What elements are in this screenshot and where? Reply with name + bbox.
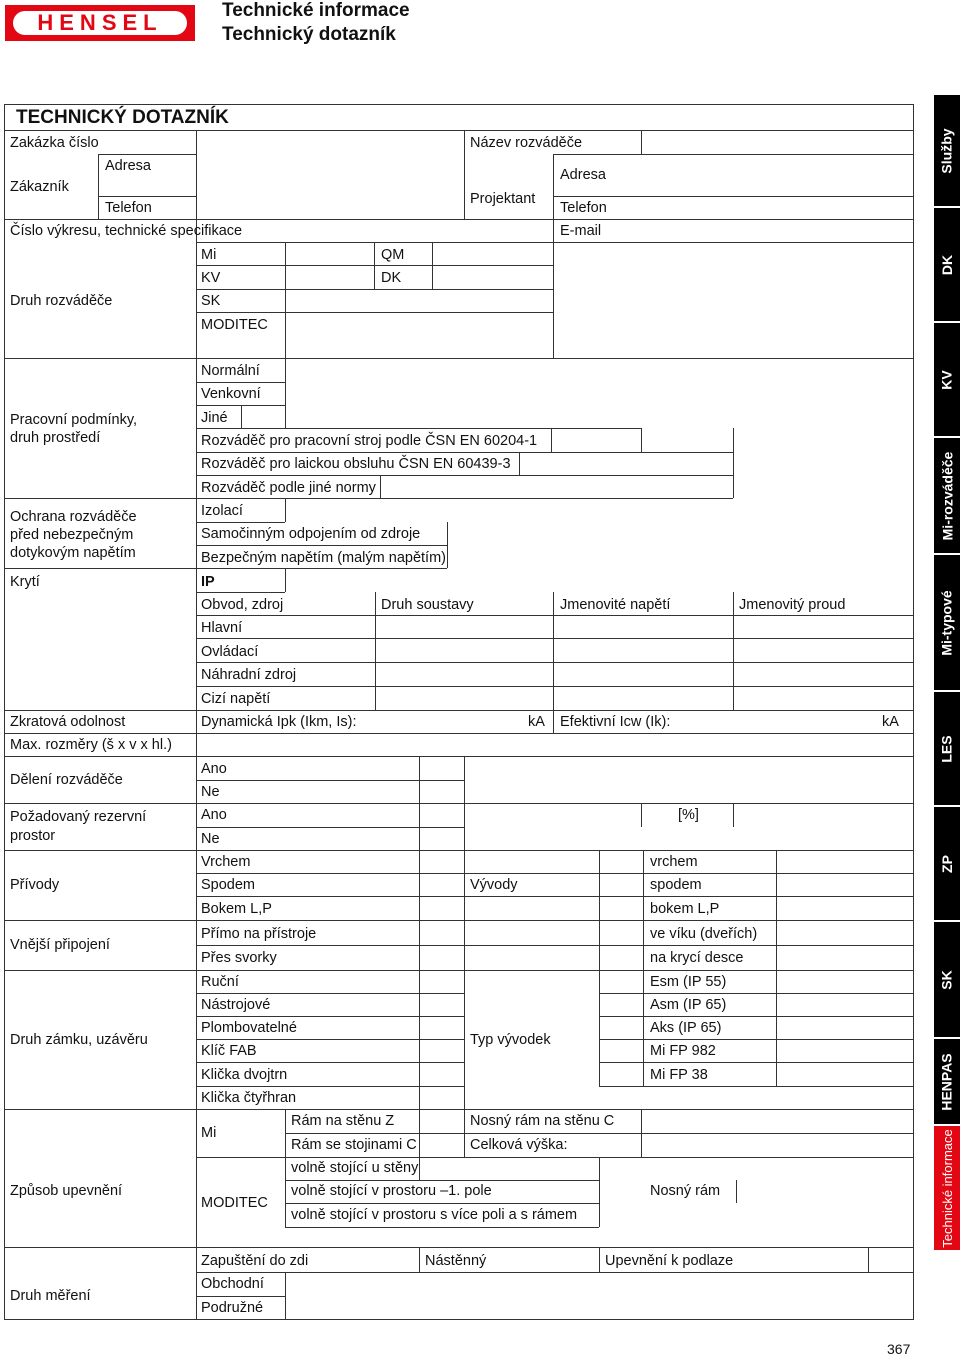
lock-sealable[interactable]: Plombovatelné (201, 1020, 297, 1036)
reserve-percent: [%] (678, 807, 699, 823)
inputs-label: Přívody (10, 877, 60, 893)
circuit-header: Obvod, zdroj (201, 597, 284, 613)
effective-icw-label: Efektivní Icw (Ik): (560, 714, 671, 730)
tab-kv[interactable]: KV (938, 369, 955, 390)
gland-type-label: Typ vývodek (470, 1032, 551, 1048)
external-connection-label: Vnější připojení (10, 937, 110, 953)
outputs-label: Vývody (470, 877, 518, 893)
support-frame-wall-c[interactable]: Nosný rám na stěnu C (470, 1113, 615, 1129)
rated-current-header: Jmenovitý proud (739, 597, 846, 613)
rated-voltage-header: Jmenovité napětí (560, 597, 671, 613)
tab-zp[interactable]: ZP (938, 854, 955, 873)
mounting-moditec: MODITEC (201, 1195, 268, 1211)
output-bottom[interactable]: spodem (650, 877, 702, 893)
customer-phone-label: Telefon (105, 200, 152, 216)
tab-dk[interactable]: DK (938, 254, 955, 275)
protection-label-2: před nebezpečným (10, 527, 134, 543)
tab-mi-typove[interactable]: Mi-typové (939, 589, 955, 656)
connection-cover[interactable]: na krycí desce (650, 950, 744, 966)
freestanding-one-field[interactable]: volně stojící v prostoru –1. pole (291, 1183, 492, 1199)
ip-rating-label: Krytí (10, 574, 40, 590)
reserve-no[interactable]: Ne (201, 831, 220, 847)
option-kv[interactable]: KV (201, 270, 221, 286)
option-dk[interactable]: DK (381, 270, 402, 286)
connection-direct[interactable]: Přímo na přístroje (201, 926, 317, 942)
drawing-number-label: Číslo výkresu, technické specifikace (10, 223, 243, 239)
protection-label: Ochrana rozváděče (10, 509, 137, 525)
wall-frame-z[interactable]: Rám na stěnu Z (291, 1113, 395, 1129)
lock-type-label: Druh zámku, uzávěru (10, 1032, 148, 1048)
circuit-foreign: Cizí napětí (201, 691, 271, 707)
switchboard-name-label: Název rozváděče (470, 135, 583, 151)
email-label: E-mail (560, 223, 602, 239)
mount-flush[interactable]: Zapuštění do zdi (201, 1253, 309, 1269)
freestanding-wall[interactable]: volně stojící u stěny (291, 1160, 419, 1176)
option-qm[interactable]: QM (381, 247, 405, 263)
reserve-label-2: prostor (10, 828, 56, 844)
option-other-norm[interactable]: Rozváděč podle jiné normy (201, 480, 376, 496)
division-no[interactable]: Ne (201, 784, 220, 800)
circuit-control: Ovládací (201, 644, 259, 660)
option-normal[interactable]: Normální (201, 363, 260, 379)
input-top[interactable]: Vrchem (201, 854, 251, 870)
mounting-label: Způsob upevnění (10, 1183, 123, 1199)
tab-henpas[interactable]: HENPAS (939, 1052, 955, 1111)
customer-label: Zákazník (10, 179, 69, 195)
input-bottom[interactable]: Spodem (201, 877, 256, 893)
tab-sluzby[interactable]: Služby (939, 127, 955, 174)
metering-sub[interactable]: Podružné (201, 1300, 264, 1316)
option-other[interactable]: Jiné (201, 410, 228, 426)
designer-label: Projektant (470, 191, 536, 207)
system-type-header: Druh soustavy (381, 597, 474, 613)
tab-sk[interactable]: SK (938, 969, 955, 990)
designer-phone-label: Telefon (560, 200, 607, 216)
mounting-mi: Mi (201, 1125, 217, 1141)
page-title: Technické informace (222, 0, 410, 21)
connection-terminals[interactable]: Přes svorky (201, 950, 277, 966)
option-sk[interactable]: SK (201, 293, 221, 309)
gland-asm[interactable]: Asm (IP 65) (650, 997, 727, 1013)
division-yes[interactable]: Ano (201, 761, 227, 777)
order-number-label: Zakázka číslo (10, 135, 99, 151)
designer-address-label: Adresa (560, 167, 606, 183)
lock-double-bit[interactable]: Klička dvojtrn (201, 1067, 288, 1083)
gland-mi-fp-38[interactable]: Mi FP 38 (650, 1067, 708, 1083)
option-machine-norm[interactable]: Rozváděč pro pracovní stroj podle ČSN EN 60204-1 (201, 433, 538, 449)
connection-lid[interactable]: ve víku (dveřích) (650, 926, 758, 942)
option-safe-voltage[interactable]: Bezpečným napětím (malým napětím) (201, 550, 446, 566)
dynamic-unit: kA (528, 714, 545, 730)
input-side[interactable]: Bokem L,P (201, 901, 272, 917)
effective-unit: kA (882, 714, 899, 730)
option-moditec[interactable]: MODITEC (201, 317, 268, 333)
ip-label: IP (201, 574, 215, 590)
page-number: 367 (887, 1341, 911, 1357)
reserve-label: Požadovaný rezervní (10, 809, 147, 825)
lock-fab-key[interactable]: Klíč FAB (201, 1043, 257, 1059)
output-top[interactable]: vrchem (650, 854, 698, 870)
reserve-yes[interactable]: Ano (201, 807, 227, 823)
mount-floor[interactable]: Upevnění k podlaze (605, 1253, 734, 1269)
hensel-logo: HENSEL (5, 5, 195, 41)
customer-address-label: Adresa (105, 158, 151, 174)
output-side[interactable]: bokem L,P (650, 901, 720, 917)
metering-commercial[interactable]: Obchodní (201, 1276, 264, 1292)
option-outdoor[interactable]: Venkovní (201, 386, 261, 402)
lock-tool[interactable]: Nástrojové (201, 997, 271, 1013)
protection-label-3: dotykovým napětím (10, 545, 136, 561)
short-circuit-label: Zkratová odolnost (10, 714, 126, 730)
circuit-backup: Náhradní zdroj (201, 667, 297, 683)
freestanding-multi-field[interactable]: volně stojící v prostoru s více poli a s rámem (291, 1207, 578, 1223)
option-mi[interactable]: Mi (201, 247, 217, 263)
tab-les[interactable]: LES (939, 734, 956, 763)
gland-esm[interactable]: Esm (IP 55) (650, 974, 727, 990)
lock-square[interactable]: Klička čtyřhran (201, 1090, 297, 1106)
page-subtitle: Technický dotazník (222, 24, 396, 45)
lock-manual[interactable]: Ruční (201, 974, 239, 990)
circuit-main: Hlavní (201, 620, 243, 636)
gland-aks[interactable]: Aks (IP 65) (650, 1020, 722, 1036)
working-conditions-label-2: druh prostředí (10, 430, 101, 446)
option-auto-disconnect[interactable]: Samočinným odpojením od zdroje (201, 526, 421, 542)
dynamic-ipk-label: Dynamická Ipk (Ikm, Is): (201, 714, 357, 730)
mount-wall[interactable]: Nástěnný (425, 1253, 487, 1269)
total-height-label: Celková výška: (470, 1137, 568, 1153)
tab-mi-rozvadece[interactable]: Mi-rozváděče (939, 451, 956, 540)
gland-mi-fp-982[interactable]: Mi FP 982 (650, 1043, 716, 1059)
tab-technicke-informace[interactable]: Technické informace (934, 1126, 960, 1250)
max-dimensions-label: Max. rozměry (š x v x hl.) (10, 737, 172, 753)
frame-stands-c[interactable]: Rám se stojinami C (291, 1137, 417, 1153)
support-frame[interactable]: Nosný rám (650, 1183, 721, 1199)
switchboard-type-label: Druh rozváděče (10, 293, 113, 309)
metering-label: Druh měření (10, 1288, 91, 1304)
working-conditions-label: Pracovní podmínky, (10, 412, 138, 428)
form-title: TECHNICKÝ DOTAZNÍK (16, 107, 229, 128)
division-label: Dělení rozváděče (10, 772, 123, 788)
option-layman-norm[interactable]: Rozváděč pro laickou obsluhu ČSN EN 60439-3 (201, 456, 511, 472)
option-insulation[interactable]: Izolací (201, 503, 243, 519)
